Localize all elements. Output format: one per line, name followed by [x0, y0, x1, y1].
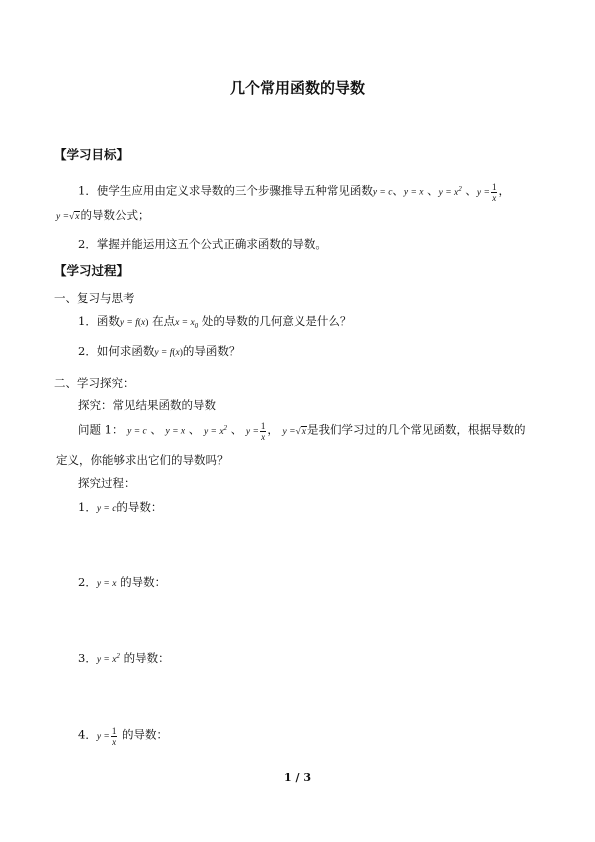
q2-prefix: 2．如何求函数	[78, 344, 155, 358]
q2-suffix: 的导函数？	[182, 344, 241, 358]
process-title: 探究过程：	[78, 476, 136, 490]
page-number: 1 / 3	[284, 771, 311, 784]
func-y-x2: $y = x^2$	[438, 184, 462, 198]
q1-mid: 在点	[152, 314, 176, 328]
step-3-num: 3．	[78, 651, 97, 665]
func-y-x: y = x	[403, 187, 424, 198]
step-3: 3．$y = x^2$ 的导数：	[78, 651, 170, 665]
step-4: 4．y = $\frac{1}{x}$ 的导数：	[78, 726, 168, 747]
step-4-num: 4．	[78, 727, 97, 742]
q1-suffix: 处的导数的几何意义是什么？	[201, 314, 352, 328]
goal-item-1-prefix: 1．使学生应用由定义求导数的三个步骤推导五种常见函数	[78, 183, 373, 198]
review-question-1: 1．函数y = f(x) 在点$x = x_0$ 处的导数的几何意义是什么？	[78, 314, 352, 330]
document-title: 几个常用函数的导数	[229, 79, 365, 97]
goal-item-1-continued	[56, 207, 149, 225]
func-y-sqrt-x: y =√x	[56, 212, 80, 222]
problem-suffix: 是我们学习过的几个常见函数，根据导数的	[306, 422, 526, 437]
step-2: 2．y = x 的导数：	[78, 575, 167, 589]
goal-item-1: 1．使学生应用由定义求导数的三个步骤推导五种常见函数y = c、y = x 、$y = x^2$ 、y = $\frac{1}{x}$ ，	[78, 182, 510, 203]
problem-label: 问题 1：	[78, 422, 124, 437]
section-heading-process: 【学习过程】	[54, 263, 130, 278]
review-question-2: 2．如何求函数y = f(x)的导函数？	[78, 344, 241, 358]
problem-1: 问题 1： y = c 、 y = x 、 $y = x^2$ 、 y = $\frac{1}{x}$ ， y =√x是我们学习过的几个常见函数，根据导数的	[78, 421, 526, 442]
step-1: 1．y = c的导数：	[78, 500, 163, 514]
problem-1-continued: 定义，你能够求出它们的导数吗？	[56, 453, 229, 467]
part2-title: 二、学习探究：	[54, 376, 135, 390]
step-2-suffix: 的导数：	[120, 575, 167, 589]
step-2-num: 2．	[78, 575, 97, 589]
goal-item-2: 2．掌握并能运用这五个公式正确求函数的导数。	[78, 237, 327, 251]
formula-y-fx: y = f	[119, 318, 138, 328]
section-heading-goals: 【学习目标】	[54, 147, 130, 162]
step-3-suffix: 的导数：	[123, 651, 170, 665]
explore-title: 探究：常见结果函数的导数	[78, 398, 216, 412]
goal-item-1-suffix: 的导数公式；	[80, 208, 150, 222]
func-y-1-over-x: y = $\frac{1}{x}$	[476, 182, 497, 203]
q1-prefix: 1．函数	[78, 314, 120, 328]
formula-x-x0: $x = x_0$	[175, 318, 199, 330]
step-1-suffix: 的导数：	[116, 500, 163, 514]
part1-title: 一、复习与思考	[54, 291, 135, 305]
step-4-suffix: 的导数：	[122, 727, 168, 742]
func-y-c: y = c	[372, 187, 393, 198]
step-1-num: 1．	[78, 500, 97, 514]
formula-y-fx-2: y = f	[154, 348, 173, 358]
